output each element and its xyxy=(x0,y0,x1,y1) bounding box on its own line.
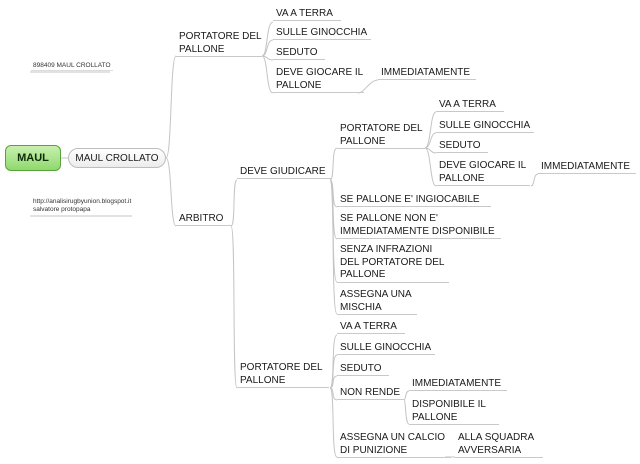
node-label-line1: ASSEGNA UNA xyxy=(340,289,412,300)
main-topic-label: MAUL CROLLATO xyxy=(75,152,159,164)
node-label-line1: PORTATORE DEL xyxy=(179,31,262,42)
node-se-pallone-ingiocabile[interactable] xyxy=(337,194,491,207)
node-arbitro[interactable] xyxy=(176,213,231,226)
node-immediatamente-bottom[interactable] xyxy=(409,378,507,391)
node-assegna-calcio-di-punizione[interactable] xyxy=(337,432,451,458)
node-label: SEDUTO xyxy=(439,140,481,151)
node-seduto-top[interactable] xyxy=(273,47,325,60)
source-note xyxy=(31,198,133,214)
map-id-note xyxy=(31,62,113,71)
node-portatore-del-pallone-bottom[interactable] xyxy=(237,362,329,388)
node-deve-giocare-mid[interactable] xyxy=(436,160,530,186)
node-va-a-terra-mid[interactable] xyxy=(436,99,504,112)
node-label: SULLE GINOCCHIA xyxy=(439,120,531,131)
node-label-line2: AVVERSARIA xyxy=(458,444,522,456)
root-node-label: MAUL xyxy=(17,152,49,164)
node-label: SEDUTO xyxy=(340,363,382,374)
node-label: SEDUTO xyxy=(276,47,318,58)
node-label-line1: SENZA INFRAZIONI xyxy=(340,244,433,255)
node-label: VA A TERRA xyxy=(439,99,496,110)
node-label-line1: DEVE GIOCARE IL xyxy=(276,67,364,78)
node-label-line1: ASSEGNA UN CALCIO xyxy=(340,432,446,443)
node-label: SE PALLONE E' INGIOCABILE xyxy=(340,194,480,205)
node-label: VA A TERRA xyxy=(276,8,333,19)
node-label: SULLE GINOCCHIA xyxy=(340,342,432,353)
node-label: IMMEDIATAMENTE xyxy=(541,161,631,172)
node-immediatamente-mid[interactable] xyxy=(538,161,636,174)
node-label: SULLE GINOCCHIA xyxy=(276,27,368,38)
node-portatore-del-pallone-top[interactable] xyxy=(176,31,262,57)
node-va-a-terra-top[interactable] xyxy=(273,8,341,21)
node-label-line2: PALLONE xyxy=(412,411,458,423)
node-label: IMMEDIATAMENTE xyxy=(381,67,471,78)
node-sulle-ginocchia-top[interactable] xyxy=(273,27,371,40)
node-label: NON RENDE xyxy=(340,387,401,398)
node-sulle-ginocchia-mid[interactable] xyxy=(436,120,534,133)
node-assegna-una-mischia[interactable] xyxy=(337,289,417,315)
node-label: ARBITRO xyxy=(179,213,224,224)
main-topic-maul-crollato[interactable] xyxy=(68,148,166,168)
node-label: IMMEDIATAMENTE xyxy=(412,378,502,389)
node-label: DEVE GIUDICARE xyxy=(240,166,326,177)
node-portatore-del-pallone-mid[interactable] xyxy=(337,123,425,149)
node-label-line1: SE PALLONE NON E' xyxy=(340,213,438,224)
node-label-line2: PALLONE xyxy=(439,172,485,184)
node-label-line1: DISPONIBILE IL xyxy=(412,399,486,410)
node-se-pallone-non-disponibile[interactable] xyxy=(337,213,501,239)
node-deve-giudicare[interactable] xyxy=(237,166,331,179)
node-va-a-terra-bottom[interactable] xyxy=(337,321,405,334)
node-label-line2: PALLONE xyxy=(240,374,286,386)
node-senza-infrazioni[interactable] xyxy=(337,244,449,283)
node-immediatamente-top[interactable] xyxy=(378,67,476,80)
node-alla-squadra-avversaria[interactable] xyxy=(455,432,543,458)
node-label-line1: DEVE GIOCARE IL xyxy=(439,160,527,171)
node-deve-giocare-top[interactable] xyxy=(273,67,364,93)
node-label-line2: DEL PORTATORE DEL xyxy=(340,256,445,268)
node-seduto-bottom[interactable] xyxy=(337,363,389,376)
root-node-maul[interactable] xyxy=(5,145,61,171)
node-disponibile-il-pallone[interactable] xyxy=(409,399,499,425)
source-url[interactable]: http://analisirugbyunion.blogspot.it xyxy=(33,198,132,205)
node-label-line2: IMMEDIATAMENTE DISPONIBILE xyxy=(340,225,495,237)
node-non-rende[interactable] xyxy=(337,387,404,400)
node-seduto-mid[interactable] xyxy=(436,140,488,153)
node-label-line2: PALLONE xyxy=(276,79,322,91)
node-label-line1: PORTATORE DEL xyxy=(340,123,423,134)
node-label-line3: PALLONE xyxy=(340,269,386,280)
node-label: VA A TERRA xyxy=(340,321,397,332)
node-label-line2: PALLONE xyxy=(179,43,225,55)
node-sulle-ginocchia-bottom[interactable] xyxy=(337,342,435,355)
node-label-line2: DI PUNIZIONE xyxy=(340,444,408,456)
map-id-text: 898409 MAUL CROLLATO xyxy=(33,62,111,69)
node-label-line1: PORTATORE DEL xyxy=(240,362,323,373)
author-name: salvatore protopapa xyxy=(33,206,91,213)
node-label-line1: ALLA SQUADRA xyxy=(458,432,535,443)
node-label-line2: PALLONE xyxy=(340,135,386,147)
node-label-line2: MISCHIA xyxy=(340,301,382,313)
